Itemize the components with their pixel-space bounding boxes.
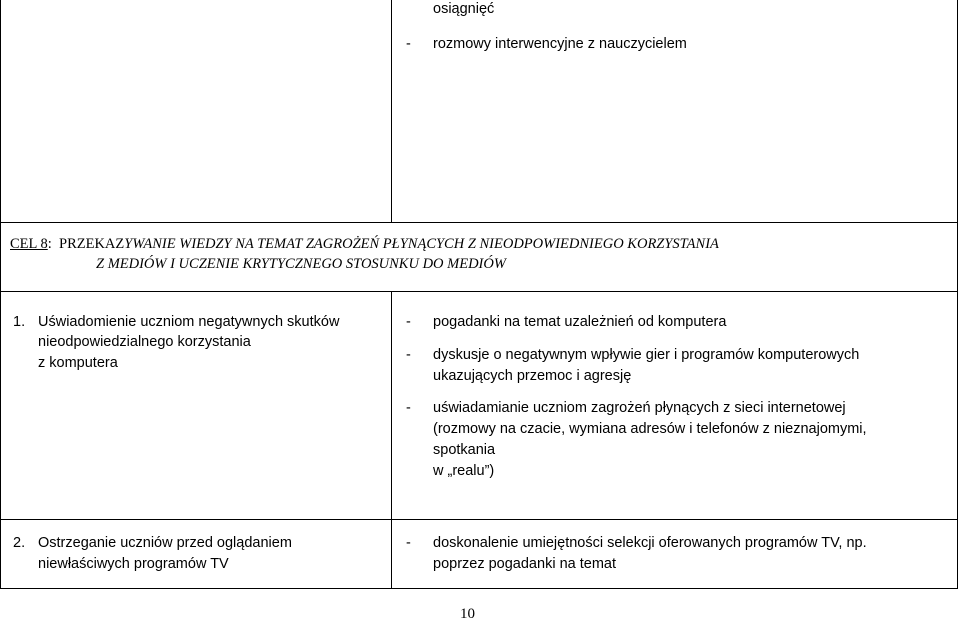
row2-activity1-dash: - xyxy=(406,535,411,551)
row-divider-goal-bottom xyxy=(0,291,958,292)
table-border-bottom xyxy=(0,588,958,589)
row1-activity1: pogadanki na temat uzależnień od komputera xyxy=(433,314,727,330)
row1-activity2-line1: dyskusje o negatywnym wpływie gier i programów komputerowych xyxy=(433,347,860,363)
row1-activity2-dash: - xyxy=(406,347,411,363)
row1-number: 1. xyxy=(13,314,26,330)
row1-activity1-dash: - xyxy=(406,314,411,330)
top-fragment-text: osiągnięć xyxy=(433,1,495,17)
row1-activity3-dash: - xyxy=(406,400,411,416)
goal-title-italic: YWANIE WIEDZY NA TEMAT ZAGROŻEŃ PŁYNĄCYCH Z NIEODPOWIEDNIEGO KORZYSTANIA xyxy=(124,236,719,252)
table-border-left xyxy=(0,0,1,589)
goal-label: CEL 8 xyxy=(10,236,48,252)
row1-activity3-line3: spotkania xyxy=(433,442,496,458)
row1-activity2-line2: ukazujących przemoc i agresję xyxy=(433,368,632,384)
row2-objective-line2: niewłaściwych programów TV xyxy=(38,556,229,572)
row1-objective-line3: z komputera xyxy=(38,355,118,371)
top-item-text: rozmowy interwencyjne z nauczycielem xyxy=(433,36,687,52)
row1-activity3-line1: uświadamianie uczniom zagrożeń płynących z sieci internetowej xyxy=(433,400,846,416)
row1-activity3-line4: w „realu”) xyxy=(433,463,495,479)
goal-heading-line2: Z MEDIÓW I UCZENIE KRYTYCZNEGO STOSUNKU DO MEDIÓW xyxy=(96,256,506,272)
goal-heading-line1 xyxy=(10,234,719,255)
row-divider-goal-top xyxy=(0,222,958,223)
top-item-dash: - xyxy=(406,36,411,52)
row1-activity3-line2: (rozmowy na czacie, wymiana adresów i telefonów z nieznajomymi, xyxy=(433,421,867,437)
goal-title-upright: PRZEKAZ xyxy=(59,236,125,252)
row2-activity1-line1: doskonalenie umiejętności selekcji oferowanych programów TV, np. xyxy=(433,535,867,551)
goal-separator: : xyxy=(47,236,52,252)
table-border-right xyxy=(957,0,958,589)
column-divider-middle xyxy=(391,291,392,589)
row1-objective-line1: Uświadomienie uczniom negatywnych skutków xyxy=(38,314,340,330)
row2-objective-line1: Ostrzeganie uczniów przed oglądaniem xyxy=(38,535,292,551)
column-divider-top xyxy=(391,0,392,222)
page-number: 10 xyxy=(460,606,475,622)
row2-number: 2. xyxy=(13,535,26,551)
row1-objective-line2: nieodpowiedzialnego korzystania xyxy=(38,334,251,350)
row-divider-row2 xyxy=(0,519,958,520)
row2-activity1-line2: poprzez pogadanki na temat xyxy=(433,556,616,572)
